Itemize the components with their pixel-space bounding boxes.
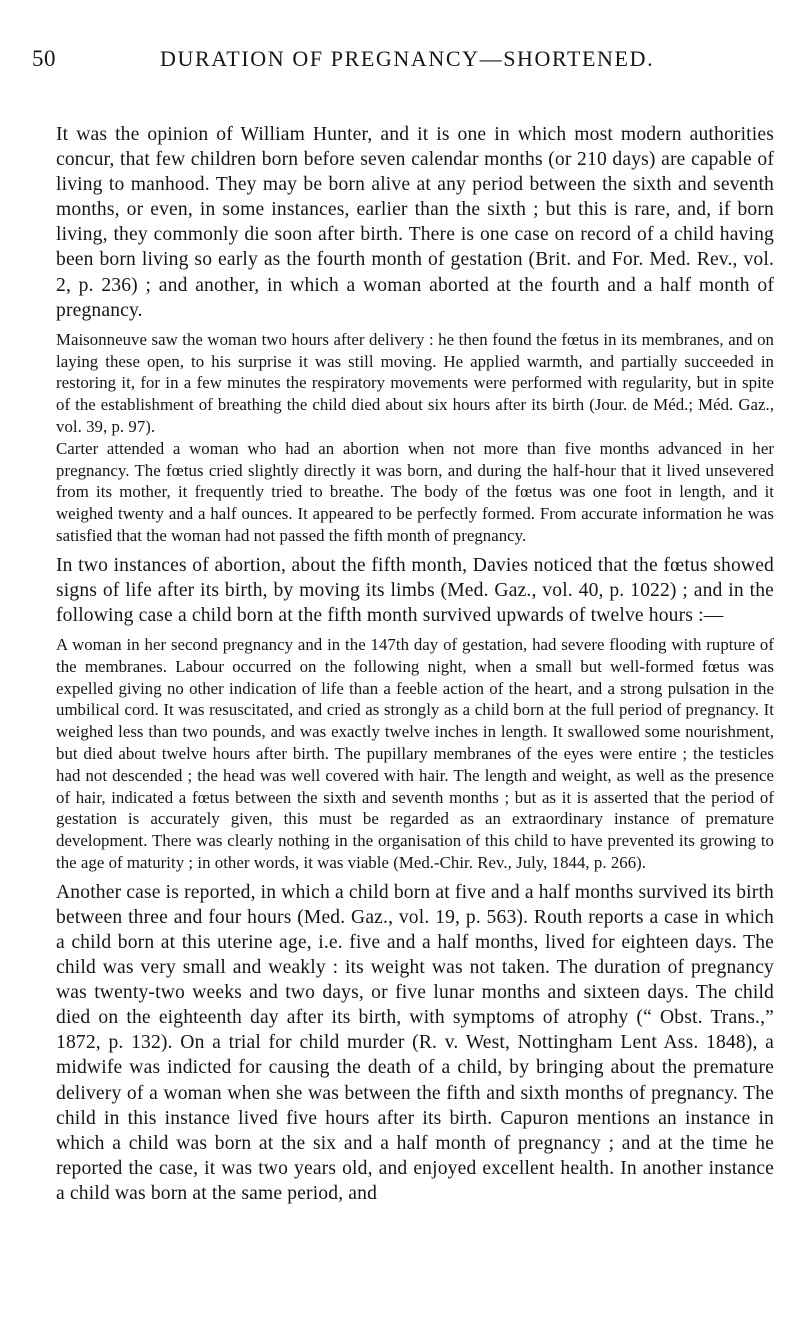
paragraph-davies: In two instances of abortion, about the fifth month, Davies noticed that the fœtus showed signs of life after its birth, by moving its limbs (Med. Gaz., vol. 40, p. 1022) ; and in the following case a child born at the fifth month survived upwards of twelve hours :— <box>56 554 774 626</box>
paragraph-fifth-month-case: A woman in her second pregnancy and in the 147th day of gestation, had severe flooding with rupture of the membranes. Labour occurred on the following night, when a small but well-formed fœtus was expelled giving no other indication of life than a feeble action of the heart, and a strong pulsation in the umbilical cord. It was resuscitated, and cried as strongly as a child born at the full period of pregnancy. It weighed less than two pounds, and was exactly twelve inches in length. It swallowed some nourishment, but died about twelve hours after birth. The pupillary membranes of the eyes were entire ; the testicles had not descended ; the head was well covered with hair. The length and weight, as well as the presence of hair, indicated a fœtus between the sixth and seventh months ; but as it is asserted that the period of gestation is accurately given, this must be regarded as an extraordinary instance of premature development. There was clearly nothing in the organisation of this child to have prevented its growing to the age of maturity ; in other words, it was viable (Med.-Chir. Rev., July, 1844, p. 266). <box>56 635 774 872</box>
paragraph-hunter: It was the opinion of William Hunter, and it is one in which most modern authorities concur, that few children born before seven calendar months (or 210 days) are capable of living to manhood. They may be born alive at any period between the sixth and seventh months, or even, in some instances, earlier than the sixth ; but this is rare, and, if born living, they commonly die soon after birth. There is one case on record of a child having been born living so early as the fourth month of gestation (Brit. and For. Med. Rev., vol. 2, p. 236) ; and another, in which a woman aborted at the fourth and a half month of pregnancy. <box>56 124 774 321</box>
paragraph-another-case: Another case is reported, in which a child born at five and a half months survived its birth between three and four hours (Med. Gaz., vol. 19, p. 563). Routh reports a case in which a child born at this uterine age, i.e. five and a half months, lived for eighteen days. The child was very small and weakly : its weight was not taken. The duration of pregnancy was twenty-two weeks and two days, or five lunar months and sixteen days. The child died on the eighteenth day after its birth, with symptoms of atrophy (“ Obst. Trans.,” 1872, p. 132). On a trial for child murder (R. v. West, Nottingham Lent Ass. 1848), a midwife was indicted for causing the death of a child, by bringing about the premature delivery of a woman when she was between the fifth and sixth months of pregnancy. The child in this instance lived five hours after its birth. Capuron mentions an instance in which a child was born at the six and a half month of pregnancy ; and at the time he reported the case, it was two years old, and enjoyed excellent health. In another instance a child was born at the same period, and <box>56 881 774 1204</box>
running-title: DURATION OF PREGNANCY—SHORTENED. <box>160 46 655 71</box>
running-head <box>32 46 778 76</box>
paragraph-maisonneuve: Maisonneuve saw the woman two hours after delivery : he then found the fœtus in its membranes, and on laying these open, to his surprise it was still moving. He applied warmth, and partially succeeded in restoring it, for in a few minutes the respiratory movements were performed with regularity, but in spite of the establishment of breathing the child died about six hours after its birth (Jour. de Méd.; Méd. Gaz., vol. 39, p. 97). <box>56 329 774 436</box>
paragraph-carter: Carter attended a woman who had an abortion when not more than five months advanced in her pregnancy. The fœtus cried slightly directly it was born, and during the half-hour that it lived unsevered from its mother, it frequently tried to breathe. The body of the fœtus was one foot in length, and it weighed twenty and a half ounces. It appeared to be perfectly formed. From accurate information he was satisfied that the woman had not passed the fifth month of pregnancy. <box>56 438 774 545</box>
page-number: 50 <box>32 46 56 71</box>
body-text <box>56 122 774 1206</box>
